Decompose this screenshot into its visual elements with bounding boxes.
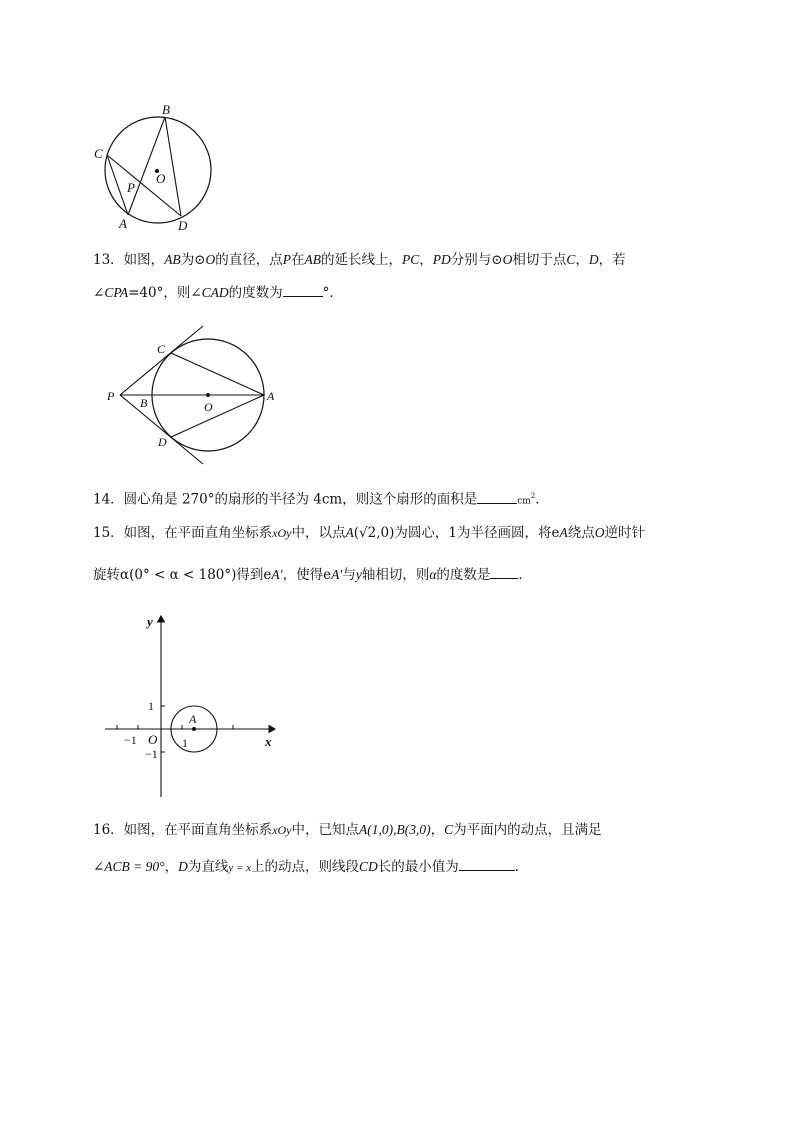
q15-tick-1-x: 1 <box>182 736 188 750</box>
q13-tangent-lower <box>120 395 203 464</box>
q13-label-a: A <box>267 389 275 403</box>
q15-point-a <box>192 727 196 731</box>
q13-label-b: B <box>140 396 148 410</box>
q16-answer-blank[interactable] <box>459 858 515 871</box>
q13-tangent-figure <box>100 322 290 467</box>
q13-answer-blank[interactable] <box>283 284 323 297</box>
q12-label-p: P <box>127 180 135 195</box>
q12-chord-bd <box>165 117 181 216</box>
q15-axes-figure <box>100 610 290 805</box>
q15-label-o: O <box>148 732 158 747</box>
q13-label-c: C <box>157 342 166 356</box>
q14-line: 14．圆心角是 270°的扇形的半径为 4cm，则这个扇形的面积是 $cm^2$． <box>93 491 549 508</box>
q14-answer-blank[interactable] <box>477 491 517 504</box>
q12-chord-ab <box>128 117 165 215</box>
q15-label-a: A <box>189 712 197 726</box>
q12-label-a: A <box>119 216 127 231</box>
q13-line-1: 13．如图，AB为⊙O的直径，点P在AB的延长线上，PC，PD分别与⊙O相切于点C，D，若 <box>93 252 626 268</box>
q13-tangent-upper <box>120 326 203 395</box>
q13-label-o: O <box>204 400 213 414</box>
q13-label-d: D <box>158 435 167 449</box>
q13-chord-ca <box>171 353 264 395</box>
q15-tick-1-y: 1 <box>148 699 154 713</box>
q12-label-o: O <box>156 171 166 186</box>
q16-line-2: ∠ACB = 90°，D为直线y = x上的动点，则线段CD长的最小值为 . <box>93 859 520 875</box>
q15-line-2: 旋转α(0° < α < 180°)得到eA′，使得eA′与y轴相切，则α的度数是 ． <box>93 567 532 583</box>
q12-circle-figure <box>90 100 220 235</box>
q12-label-d: D <box>178 218 188 233</box>
q16-line-1: 16．如图，在平面直角坐标系xOy中，已知点A(1,0),B(3,0)，C为平面内的动点，且满足 <box>93 822 602 838</box>
q13-center-dot <box>206 393 210 397</box>
q15-label-y: y <box>147 614 153 629</box>
q15-tick-neg1-x: −1 <box>124 733 137 747</box>
q13-line-2: ∠CPA=40°，则∠CAD的度数为 °． <box>93 285 343 301</box>
q12-label-b: B <box>162 102 170 117</box>
q15-tick-neg1-y: −1 <box>145 747 158 761</box>
q15-answer-blank[interactable] <box>490 566 518 579</box>
q13-label-p: P <box>107 389 115 403</box>
q15-label-x: x <box>265 734 272 749</box>
q15-line-1: 15．如图，在平面直角坐标系xOy中，以点A(√2,0)为圆心，1为半径画圆，将eA绕点O逆时针 <box>93 525 645 541</box>
q12-label-c: C <box>94 146 103 161</box>
q13-chord-da <box>171 395 264 437</box>
